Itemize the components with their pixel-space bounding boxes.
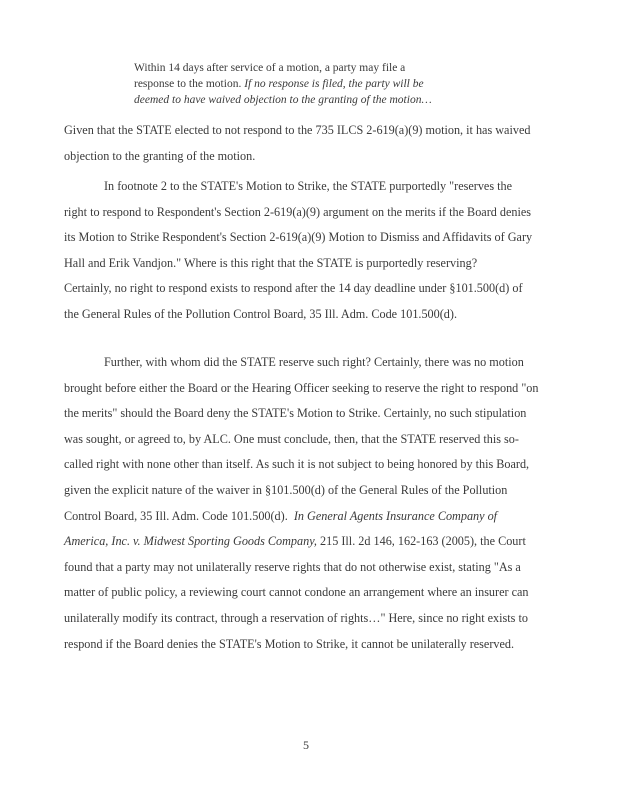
paragraph-line: Hall and Erik Vandjon." Where is this right that the STATE is purportedly reserving? — [64, 255, 478, 270]
paragraph-line: In footnote 2 to the STATE's Motion to Strike, the STATE purportedly "reserves the — [104, 179, 513, 193]
paragraph-line: matter of public policy, a reviewing court cannot condone an arrangement where an insurer can — [64, 585, 529, 600]
case-name-italic: America, Inc. v. Midwest Sporting Goods Company, — [64, 534, 317, 549]
paragraph-line: Given that the STATE elected to not respond to the 735 ILCS 2-619(a)(9) motion, it has waived — [64, 123, 531, 137]
quote-line: Within 14 days after service of a motion, a party may file a — [134, 62, 406, 74]
paragraph-line: given the explicit nature of the waiver in §101.500(d) of the General Rules of the Pollution — [64, 482, 508, 497]
paragraph-waiver — [64, 118, 564, 169]
paragraph-line — [64, 529, 564, 555]
paragraph-line: was sought, or agreed to, by ALC. One must conclude, then, that the STATE reserved this so- — [64, 431, 519, 446]
paragraph-line: the merits" should the Board deny the STATE's Motion to Strike. Certainly, no such stipulation — [64, 406, 527, 421]
page-number: 5 — [303, 738, 309, 752]
citation-text: 215 Ill. 2d 146, 162-163 (2005), the Court — [320, 534, 526, 549]
quote-line — [134, 76, 474, 92]
paragraph-line: unilaterally modify its contract, through a reservation of rights…" Here, since no right exists to — [64, 610, 528, 625]
rule-quotation — [134, 60, 474, 108]
paragraph-line: respond if the Board denies the STATE's Motion to Strike, it cannot be unilaterally reserved. — [64, 636, 515, 651]
quote-italic-text: If no response is filed, the party will be — [244, 78, 424, 90]
paragraph-line: its Motion to Strike Respondent's Section 2-619(a)(9) Motion to Dismiss and Affidavits of Gary — [64, 230, 533, 245]
paragraph-line: Certainly, no right to respond exists to respond after the 14 day deadline under §101.500(d) of — [64, 281, 523, 296]
paragraph-line: right to respond to Respondent's Section 2-619(a)(9) argument on the merits if the Board denies — [64, 204, 532, 219]
paragraph-line — [64, 504, 564, 530]
paragraph-line: objection to the granting of the motion. — [64, 148, 256, 163]
quote-text: response to the motion. — [134, 78, 242, 90]
paragraph-line: Further, with whom did the STATE reserve such right? Certainly, there was no motion — [104, 355, 524, 369]
paragraph-reservation-argument — [64, 350, 564, 657]
paragraph-line: found that a party may not unilaterally reserve rights that do not otherwise exist, stating "As a — [64, 559, 521, 574]
case-name-italic: In General Agents Insurance Company of — [293, 508, 498, 523]
quote-italic-line: deemed to have waived objection to the granting of the motion… — [134, 94, 432, 106]
paragraph-line: called right with none other than itself. As such it is not subject to being honored by this Board, — [64, 457, 530, 472]
paragraph-line: brought before either the Board or the Hearing Officer seeking to reserve the right to respond "on — [64, 380, 539, 395]
paragraph-footnote-reservation — [64, 174, 564, 328]
citation-text: Control Board, 35 Ill. Adm. Code 101.500(d). — [64, 508, 288, 523]
paragraph-line: the General Rules of the Pollution Control Board, 35 Ill. Adm. Code 101.500(d). — [64, 306, 457, 321]
